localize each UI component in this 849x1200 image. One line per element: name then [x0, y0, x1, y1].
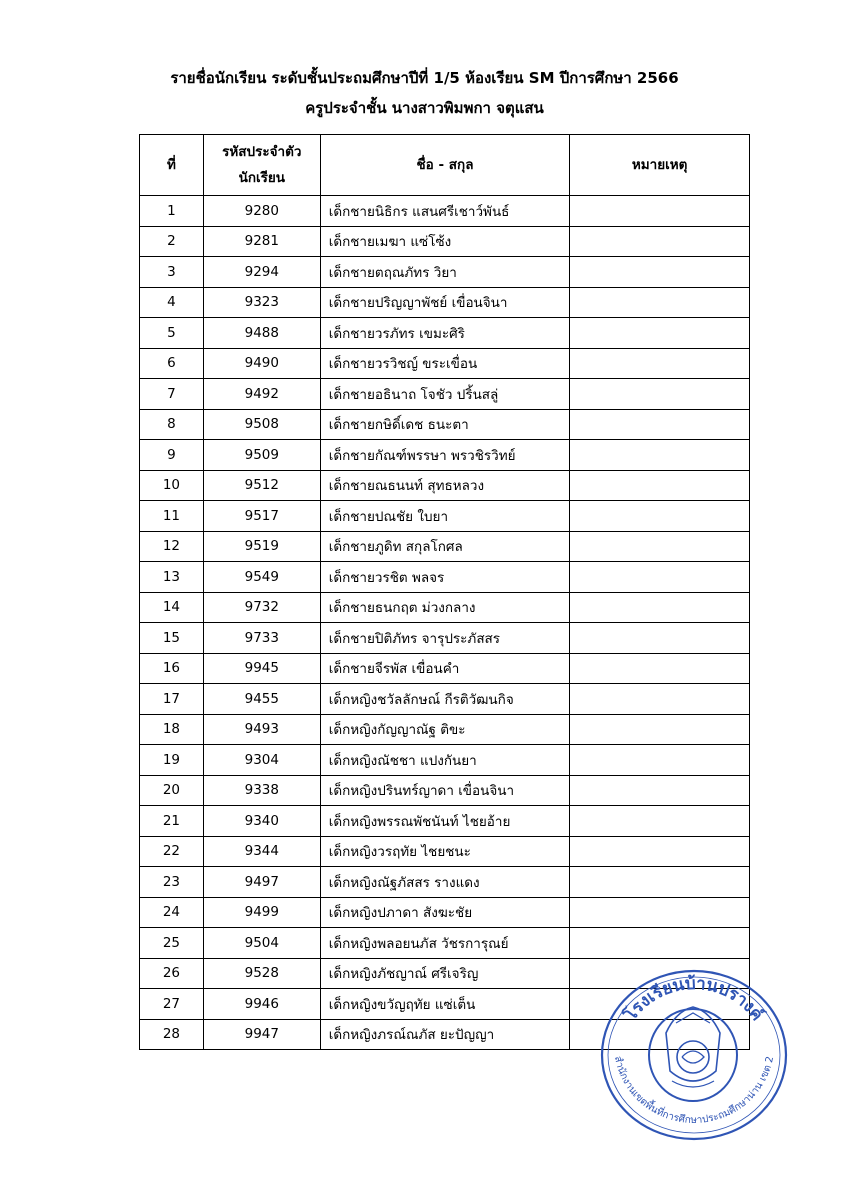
stamp-school-name: โรงเรียนบ้านปรางค์	[620, 973, 768, 1025]
table-row	[140, 806, 750, 837]
cell-student-name: เด็กชายวรชิต พลจร	[320, 562, 570, 593]
cell-student-name: เด็กหญิงปรินทร์ญาดา เขื่อนจินา	[320, 775, 570, 806]
table-row	[140, 775, 750, 806]
cell-number: 28	[140, 1019, 204, 1050]
cell-student-id: 9733	[203, 623, 320, 654]
stamp-office-name: สำนักงานเขตพื้นที่การศึกษาประถมศึกษาน่าน เขต 2	[611, 1055, 777, 1127]
table-row	[140, 836, 750, 867]
cell-note	[570, 226, 750, 257]
cell-note	[570, 257, 750, 288]
cell-number: 25	[140, 928, 204, 959]
table-row	[140, 928, 750, 959]
cell-student-name: เด็กชายภูดิท สกุลโกศล	[320, 531, 570, 562]
cell-number: 22	[140, 836, 204, 867]
cell-note	[570, 348, 750, 379]
cell-student-id: 9492	[203, 379, 320, 410]
cell-student-id: 9732	[203, 592, 320, 623]
stamp-emblem-icon	[666, 1007, 720, 1081]
header-name: ชื่อ - สกุล	[320, 135, 570, 196]
table-row	[140, 531, 750, 562]
cell-number: 6	[140, 348, 204, 379]
cell-student-id: 9340	[203, 806, 320, 837]
table-row	[140, 623, 750, 654]
cell-student-id: 9280	[203, 196, 320, 227]
header-student-id-line2: นักเรียน	[238, 170, 285, 186]
cell-student-id: 9344	[203, 836, 320, 867]
header-number: ที่	[140, 135, 204, 196]
cell-student-id: 9323	[203, 287, 320, 318]
cell-student-id: 9945	[203, 653, 320, 684]
cell-number: 15	[140, 623, 204, 654]
cell-number: 1	[140, 196, 204, 227]
cell-note	[570, 318, 750, 349]
cell-student-name: เด็กหญิงวรฤทัย ไชยชนะ	[320, 836, 570, 867]
cell-student-name: เด็กชายวรภัทร เขมะศิริ	[320, 318, 570, 349]
cell-note	[570, 592, 750, 623]
cell-student-id: 9947	[203, 1019, 320, 1050]
cell-number: 10	[140, 470, 204, 501]
table-row	[140, 745, 750, 776]
cell-student-id: 9499	[203, 897, 320, 928]
cell-student-name: เด็กชายปริญญาพัชย์ เขื่อนจินา	[320, 287, 570, 318]
table-row	[140, 257, 750, 288]
cell-student-id: 9488	[203, 318, 320, 349]
cell-number: 27	[140, 989, 204, 1020]
cell-student-name: เด็กหญิงปภาดา สังฆะชัย	[320, 897, 570, 928]
cell-student-name: เด็กหญิงภรณ์ณภัส ยะปัญญา	[320, 1019, 570, 1050]
cell-student-id: 9338	[203, 775, 320, 806]
cell-student-name: เด็กชายจีรพัส เขื่อนคำ	[320, 653, 570, 684]
table-row	[140, 653, 750, 684]
cell-number: 2	[140, 226, 204, 257]
cell-note	[570, 775, 750, 806]
table-row	[140, 592, 750, 623]
cell-student-name: เด็กหญิงณัชชา แปงกันยา	[320, 745, 570, 776]
header-note: หมายเหตุ	[570, 135, 750, 196]
cell-note	[570, 562, 750, 593]
table-row	[140, 684, 750, 715]
header-student-id	[203, 135, 320, 196]
cell-student-id: 9946	[203, 989, 320, 1020]
cell-number: 20	[140, 775, 204, 806]
table-header-row	[140, 135, 750, 196]
cell-note	[570, 684, 750, 715]
header-student-id-line1: รหัสประจำตัว	[222, 144, 302, 160]
cell-student-name: เด็กหญิงพรรณพัชนันท์ ไชยอ้าย	[320, 806, 570, 837]
table-row	[140, 897, 750, 928]
cell-student-id: 9549	[203, 562, 320, 593]
cell-student-id: 9519	[203, 531, 320, 562]
table-body	[140, 196, 750, 1050]
cell-number: 23	[140, 867, 204, 898]
cell-note	[570, 897, 750, 928]
cell-student-name: เด็กชายตฤณภัทร วิยา	[320, 257, 570, 288]
cell-student-id: 9294	[203, 257, 320, 288]
cell-student-id: 9512	[203, 470, 320, 501]
table-row	[140, 867, 750, 898]
cell-note	[570, 440, 750, 471]
cell-student-id: 9281	[203, 226, 320, 257]
cell-number: 12	[140, 531, 204, 562]
cell-note	[570, 806, 750, 837]
cell-student-id: 9509	[203, 440, 320, 471]
table-row	[140, 501, 750, 532]
cell-student-id: 9528	[203, 958, 320, 989]
cell-number: 11	[140, 501, 204, 532]
cell-student-name: เด็กชายอธินาถ โจชัว ปริ้นสลู่	[320, 379, 570, 410]
cell-note	[570, 623, 750, 654]
student-roster-table	[139, 134, 750, 1050]
cell-student-id: 9493	[203, 714, 320, 745]
cell-number: 21	[140, 806, 204, 837]
cell-student-name: เด็กหญิงภัชญาณ์ ศรีเจริญ	[320, 958, 570, 989]
cell-number: 5	[140, 318, 204, 349]
table-row	[140, 379, 750, 410]
cell-note	[570, 836, 750, 867]
cell-student-name: เด็กชายวรวิชญ์ ขระเขื่อน	[320, 348, 570, 379]
cell-student-name: เด็กหญิงชวัลลักษณ์ กีรติวัฒนกิจ	[320, 684, 570, 715]
cell-note	[570, 501, 750, 532]
cell-number: 9	[140, 440, 204, 471]
cell-student-name: เด็กหญิงพลอยนภัส วัชรการุณย์	[320, 928, 570, 959]
table-row	[140, 318, 750, 349]
cell-student-name: เด็กชายเมฆา แซ่โซ้ง	[320, 226, 570, 257]
cell-number: 7	[140, 379, 204, 410]
cell-student-id: 9508	[203, 409, 320, 440]
cell-note	[570, 409, 750, 440]
table-row	[140, 470, 750, 501]
cell-number: 4	[140, 287, 204, 318]
cell-student-id: 9504	[203, 928, 320, 959]
table-row	[140, 714, 750, 745]
cell-number: 19	[140, 745, 204, 776]
cell-note	[570, 531, 750, 562]
cell-note	[570, 379, 750, 410]
cell-note	[570, 714, 750, 745]
cell-note	[570, 745, 750, 776]
table-row	[140, 562, 750, 593]
cell-note	[570, 196, 750, 227]
cell-student-name: เด็กชายปณชัย ใบยา	[320, 501, 570, 532]
cell-note	[570, 653, 750, 684]
cell-note	[570, 867, 750, 898]
cell-number: 13	[140, 562, 204, 593]
cell-student-name: เด็กหญิงขวัญฤทัย แซ่เต็น	[320, 989, 570, 1020]
document-subtitle: ครูประจำชั้น นางสาวพิมพกา จตุแสน	[305, 99, 544, 117]
cell-student-id: 9455	[203, 684, 320, 715]
cell-student-name: เด็กชายปิติภัทร จารุประภัสสร	[320, 623, 570, 654]
table-row	[140, 287, 750, 318]
cell-number: 14	[140, 592, 204, 623]
cell-student-id: 9517	[203, 501, 320, 532]
cell-number: 3	[140, 257, 204, 288]
stamp-outer-ring	[602, 971, 786, 1139]
table-row	[140, 440, 750, 471]
cell-number: 16	[140, 653, 204, 684]
cell-student-name: เด็กหญิงณัฐภัสสร รางแดง	[320, 867, 570, 898]
school-seal-stamp	[596, 963, 790, 1143]
cell-student-id: 9497	[203, 867, 320, 898]
table-row	[140, 226, 750, 257]
cell-number: 24	[140, 897, 204, 928]
cell-student-name: เด็กชายนิธิกร แสนศรีเชาว์พันธ์	[320, 196, 570, 227]
cell-number: 8	[140, 409, 204, 440]
cell-note	[570, 470, 750, 501]
cell-number: 17	[140, 684, 204, 715]
table-row	[140, 409, 750, 440]
cell-note	[570, 928, 750, 959]
cell-note	[570, 287, 750, 318]
cell-student-name: เด็กชายกษิดิ์เดช ธนะตา	[320, 409, 570, 440]
cell-number: 18	[140, 714, 204, 745]
document-title: รายชื่อนักเรียน ระดับชั้นประถมศึกษาปีที่ 1/5 ห้องเรียน SM ปีการศึกษา 2566	[170, 69, 679, 87]
cell-student-id: 9490	[203, 348, 320, 379]
cell-student-name: เด็กชายกัณฑ์พรรษา พรวชิรวิทย์	[320, 440, 570, 471]
cell-student-name: เด็กชายธนกฤต ม่วงกลาง	[320, 592, 570, 623]
table-row	[140, 196, 750, 227]
cell-student-name: เด็กชายณธนนท์ สุทธหลวง	[320, 470, 570, 501]
cell-student-name: เด็กหญิงกัญญาณัฐ ติขะ	[320, 714, 570, 745]
cell-number: 26	[140, 958, 204, 989]
table-row	[140, 348, 750, 379]
cell-student-id: 9304	[203, 745, 320, 776]
